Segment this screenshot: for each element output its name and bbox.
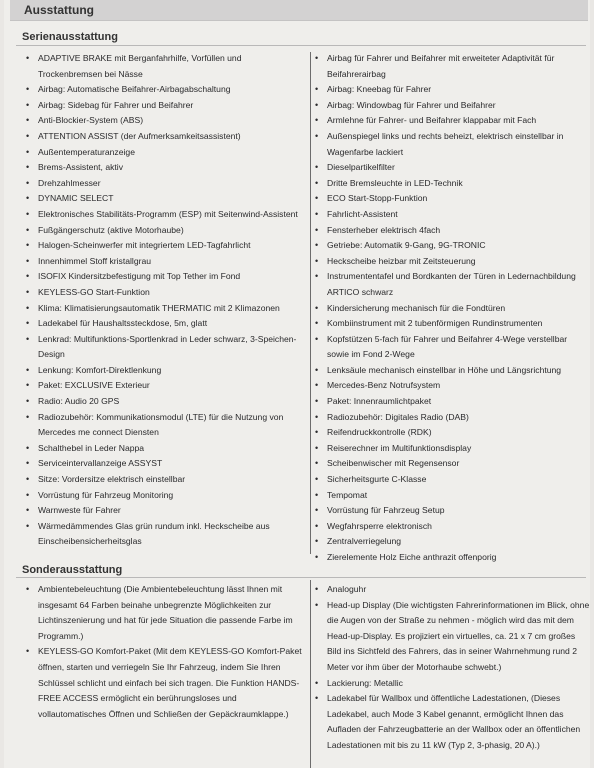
list-item (26, 145, 306, 161)
list-item-text: • Lenkung: Komfort-Direktlenkung (38, 364, 162, 375)
list-item-text: • Lenksäule mechanisch einstellbar in Höhe und Längsrichtung (327, 364, 562, 375)
list-item (315, 316, 587, 332)
list-item (315, 378, 587, 394)
list-item-text: • Schalthebel in Leder Nappa (38, 442, 145, 453)
list-item-text: • Analoguhr (327, 584, 367, 594)
list-item-text: • Ambientebeleuchtung (Die Ambientebeleuchtung lässt Ihnen mit (38, 584, 283, 594)
list-item-text: • Innenhimmel Stoff kristallgrau (38, 255, 152, 266)
list-item (26, 582, 306, 644)
serien-rule (16, 45, 586, 46)
list-item (26, 269, 306, 285)
list-item (315, 113, 587, 129)
list-item-text: • Sicherheitsgurte C-Klasse (327, 474, 427, 485)
list-item (26, 441, 306, 457)
list-item (26, 98, 306, 114)
list-item-text: • Airbag: Windowbag für Fahrer und Beifahrer (327, 99, 496, 110)
list-item (26, 332, 306, 363)
list-item-text: • ISOFIX Kindersitzbefestigung mit Top Tether im Fond (38, 271, 241, 282)
header-title: Ausstattung (24, 3, 94, 17)
list-item (26, 316, 306, 332)
list-item-text: • ADAPTIVE BRAKE mit Berganfahrhilfe, Vorfüllen und (38, 53, 242, 63)
list-item (26, 223, 306, 239)
list-item (315, 269, 587, 300)
list-item-text: • Instrumententafel und Bordkanten der Türen in Ledernachbildung (327, 271, 576, 282)
list-item-text: • Radio: Audio 20 GPS (38, 396, 120, 407)
list-item-text: • ATTENTION ASSIST (der Aufmerksamkeitsassistent) (38, 130, 241, 141)
list-item-text: • Sitze: Vordersitze elektrisch einstellbar (38, 474, 186, 485)
list-item (26, 285, 306, 301)
list-item-text: • Lenkrad: Multifunktions-Sportlenkrad in Leder schwarz, 3-Speichen- (38, 333, 297, 344)
list-item-text: Design (38, 349, 65, 360)
list-item-text: • Fußgängerschutz (aktive Motorhaube) (38, 224, 184, 235)
list-item (315, 363, 587, 379)
list-item-text: • Außenspiegel links und rechts beheizt, elektrisch einstellbar in (327, 130, 564, 141)
list-item-text: ARTICO schwarz (327, 286, 394, 297)
list-item-text: • Vorrüstung für Fahrzeug Setup (327, 505, 445, 516)
list-item (26, 113, 306, 129)
list-item (315, 394, 587, 410)
list-item-text: Beifahrerairbag (327, 68, 386, 79)
serien-column-divider (310, 52, 311, 554)
list-item (315, 301, 587, 317)
list-item (315, 582, 587, 598)
list-item-text: • Brems-Assistent, aktiv (38, 162, 124, 173)
list-item-text: • Getriebe: Automatik 9-Gang, 9G-TRONIC (327, 240, 486, 251)
list-item-text: • Reiserechner im Multifunktionsdisplay (327, 442, 472, 453)
list-item-text: • KEYLESS-GO Komfort-Paket (Mit dem KEYLESS-GO Komfort-Paket (38, 646, 302, 657)
list-item-text: Trockenbremsen bei Nässe (38, 68, 143, 79)
list-item-text: • Serviceintervallanzeige ASSYST (38, 458, 163, 469)
list-item (315, 503, 587, 519)
list-item-text: • Kindersicherung mechanisch für die Fondtüren (327, 302, 506, 313)
serien-left-list (26, 51, 306, 550)
list-item-text: Ladekabel, auch Mode 3 Kabel genannt, ermöglicht Ihnen das (327, 708, 564, 719)
list-item-text: Wagenfarbe lackiert (327, 146, 404, 157)
list-item-text: vollautomatisches Öffnen und Schließen der Gepäckraumklappe.) (38, 708, 289, 719)
list-item (26, 488, 306, 504)
sonder-right-list (315, 582, 590, 754)
list-item (315, 488, 587, 504)
list-item (26, 378, 306, 394)
list-item-text: die Augen von der Straße zu nehmen - möglich wird das mit dem (327, 615, 574, 626)
list-item-text: • Airbag: Kneebag für Fahrer (327, 84, 432, 95)
list-item-text: insgesamt 64 Farben beinahe unbegrenzte Möglichkeiten zur (38, 599, 272, 610)
list-item-text: • Kopfstützen 5-fach für Fahrer und Beifahrer 4-Wege verstellbar (327, 333, 568, 344)
list-item-text: Einscheibensicherheitsglas (38, 536, 142, 547)
list-item (26, 82, 306, 98)
sonder-title: Sonderausstattung (22, 564, 123, 576)
list-item-text: • Halogen-Scheinwerfer mit integriertem LED-Tagfahrlicht (38, 240, 251, 251)
list-item (315, 441, 587, 457)
list-item-text: Ladestationen mit bis zu 11 kW (Typ 2, 3-phasig, 20 A).) (327, 739, 540, 750)
list-item (26, 503, 306, 519)
list-item-text: • Dritte Bremsleuchte in LED-Technik (327, 177, 463, 188)
list-item (315, 129, 587, 160)
list-item-text: • Airbag: Sidebag für Fahrer und Beifahrer (38, 99, 194, 110)
list-item-text: Head-up-Display. Es projiziert ein virtuelles, ca. 21 x 7 cm großes (327, 630, 576, 641)
list-item-text: • Fensterheber elektrisch 4fach (327, 224, 441, 235)
list-item (315, 160, 587, 176)
list-item-text: • Paket: Innenraumlichtpaket (327, 396, 432, 407)
list-item (315, 550, 587, 566)
list-item-text: Programm.) (38, 630, 84, 641)
list-item (26, 519, 306, 550)
list-item-text: • Tempomat (327, 489, 368, 500)
list-item-text: • Warnweste für Fahrer (38, 505, 121, 516)
list-item-text: • Scheibenwischer mit Regensensor (327, 458, 460, 469)
list-item (315, 598, 590, 676)
list-item-text: • Head-up Display (Die wichtigsten Fahrerinformationen im Blick, ohne (327, 599, 590, 610)
list-item-text: • Mercedes-Benz Notrufsystem (327, 380, 441, 391)
list-item-text: öffnen, starten und verriegeln Sie Ihr Fahrzeug, indem Sie Ihren (38, 661, 281, 672)
list-item (315, 691, 587, 753)
list-item-text: • Wärmedämmendes Glas grün rundum inkl. Heckscheibe aus (38, 520, 270, 531)
list-item-text: • Wegfahrsperre elektronisch (327, 520, 432, 531)
list-item (26, 644, 306, 722)
list-item (315, 519, 587, 535)
list-item (26, 472, 306, 488)
list-item (315, 425, 587, 441)
list-item (315, 176, 587, 192)
list-item-text: Bild ins Sichtfeld des Fahrers, das in seiner Wahrnehmung rund 2 (327, 646, 577, 657)
list-item-text: • Zentralverriegelung (327, 536, 402, 547)
list-item-text: • Lackierung: Metallic (327, 677, 403, 688)
list-item (26, 410, 306, 441)
list-item (315, 676, 587, 692)
list-item (26, 394, 306, 410)
document-page (4, 0, 590, 768)
sonder-column-divider (310, 580, 311, 768)
list-item (315, 254, 587, 270)
serien-title: Serienausstattung (22, 31, 118, 43)
list-item (315, 98, 587, 114)
list-item-text: • Elektronisches Stabilitäts-Programm (ESP) mit Seitenwind-Assistent (38, 208, 298, 219)
list-item (26, 363, 306, 379)
list-item-text: Mercedes me connect Diensten (38, 427, 159, 438)
list-item (315, 332, 587, 363)
list-item-text: • Airbag für Fahrer und Beifahrer mit erweiteter Adaptivität für (327, 53, 555, 63)
list-item-text: • Radiozubehör: Digitales Radio (DAB) (327, 411, 469, 422)
list-item-text: • Ladekabel für Haushaltssteckdose, 5m, glatt (38, 318, 208, 329)
list-item-text: Aufladen der Fahrzeugbatterie an der Wallbox oder an öffentlichen (327, 724, 581, 735)
list-item-text: • ECO Start-Stopp-Funktion (327, 193, 428, 204)
list-item-text: • DYNAMIC SELECT (38, 193, 114, 204)
list-item (315, 223, 587, 239)
list-item-text: • Radiozubehör: Kommunikationsmodul (LTE) für die Nutzung von (38, 411, 284, 422)
list-item-text: • Kombiinstrument mit 2 tubenförmigen Rundinstrumenten (327, 318, 543, 329)
list-item-text: • Paket: EXCLUSIVE Exterieur (38, 380, 150, 391)
list-item (26, 129, 306, 145)
sonder-left-list (26, 582, 306, 722)
list-item-text: • Klima: Klimatisierungsautomatik THERMATIC mit 2 Klimazonen (38, 302, 280, 313)
serien-right-list (315, 51, 587, 566)
list-item-text: • Heckscheibe heizbar mit Zeitsteuerung (327, 255, 476, 266)
list-item (315, 51, 587, 82)
list-item-text: • Airbag: Automatische Beifahrer-Airbagabschaltung (38, 84, 231, 95)
list-item (26, 191, 306, 207)
list-item-text: • Armlehne für Fahrer- und Beifahrer klappabar mit Fach (327, 115, 537, 126)
list-item-text: Schlüssel schlicht und einfach bei sich tragen. Die Funktion HANDS- (38, 677, 300, 688)
list-item (315, 410, 587, 426)
list-item (26, 456, 306, 472)
list-item-text: • Zierelemente Holz Eiche anthrazit offenporig (327, 552, 497, 562)
list-item (315, 534, 587, 550)
list-item (26, 176, 306, 192)
list-item-text: • Reifendruckkontrolle (RDK) (327, 427, 432, 438)
list-item-text: • Vorrüstung für Fahrzeug Monitoring (38, 489, 174, 500)
list-item (26, 207, 306, 223)
list-item-text: sowie im Fond 2-Wege (327, 349, 415, 360)
list-item-text: Lichtinszenierung und hat für jede Situation die passende Farbe im (38, 615, 293, 626)
list-item-text: • Ladekabel für Wallbox und öffentliche Ladestationen, (Dieses (327, 693, 561, 704)
list-item-text: • Drehzahlmesser (38, 177, 101, 188)
list-item (26, 254, 306, 270)
list-item-text: • Fahrlicht-Assistent (327, 208, 398, 219)
list-item-text: FREE ACCESS ermöglicht ein berührungsloses und (38, 693, 237, 704)
list-item (315, 456, 587, 472)
list-item (315, 191, 587, 207)
list-item (26, 160, 306, 176)
list-item-text: • Dieselpartikelfilter (327, 162, 395, 173)
list-item (26, 51, 306, 82)
list-item (26, 238, 306, 254)
list-item (315, 238, 587, 254)
list-item-text: • Anti-Blockier-System (ABS) (38, 115, 144, 126)
list-item (26, 301, 306, 317)
list-item (315, 472, 587, 488)
section-header-bar (10, 0, 588, 21)
list-item-text: • Außentemperaturanzeige (38, 146, 135, 157)
list-item-text: Meter vor ihm über der Motorhaube schwebt.) (327, 661, 502, 672)
list-item (315, 207, 587, 223)
list-item-text: • KEYLESS-GO Start-Funktion (38, 286, 150, 297)
list-item (315, 82, 587, 98)
sonder-rule (16, 577, 586, 578)
